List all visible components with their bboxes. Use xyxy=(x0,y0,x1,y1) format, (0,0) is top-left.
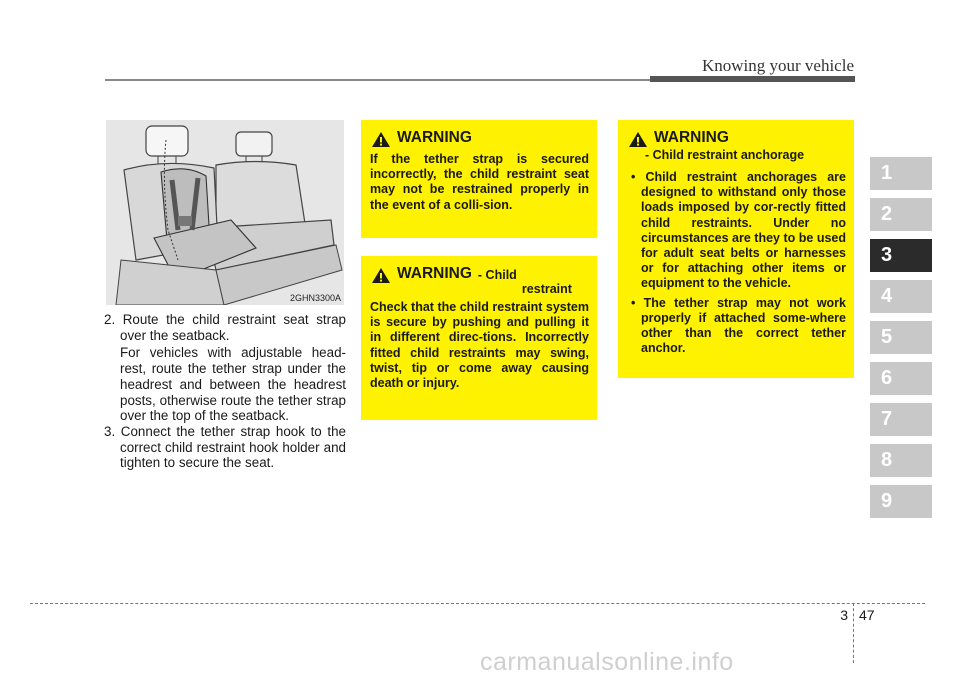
rear-seat-image xyxy=(106,120,344,305)
warning-triangle-icon xyxy=(371,131,391,148)
page-number: 47 xyxy=(859,607,875,623)
watermark: carmanualsonline.info xyxy=(480,648,734,676)
chapter-tab-3[interactable]: 3 xyxy=(870,239,932,272)
warning-bullet: • Child restraint anchorages are designed to withstand only those loads imposed by cor-rectly fitted child restraints. Under no circumstances are they to be used for adult seat belts or harnesses or for attaching other items or equipment to the vehicle. xyxy=(631,170,846,291)
warning-box-tether xyxy=(361,120,597,238)
warning-triangle-icon xyxy=(628,131,648,148)
step-3: 3. Connect the tether strap hook to the correct child restraint hook holder and tighten to secure the seat. xyxy=(104,423,346,471)
warning-triangle-icon xyxy=(371,267,391,284)
warning-box-anchorage xyxy=(618,120,854,378)
section-title: Knowing your vehicle xyxy=(701,56,854,75)
warning-box-child-restraint xyxy=(361,256,597,420)
seat-tether-illustration xyxy=(106,120,344,305)
chapter-tab-8[interactable]: 8 xyxy=(870,444,932,477)
page-divider xyxy=(853,603,854,663)
chapter-tabs xyxy=(870,157,932,526)
chapter-tab-5[interactable]: 5 xyxy=(870,321,932,354)
header-rule xyxy=(105,79,650,81)
instructions xyxy=(104,312,346,471)
warning-title: WARNING xyxy=(397,129,472,146)
chapter-tab-7[interactable]: 7 xyxy=(870,403,932,436)
warning-subtitle-line2: restraint xyxy=(521,282,572,296)
warning-subtitle: - Child restraint anchorage xyxy=(645,148,805,162)
chapter-tab-1[interactable]: 1 xyxy=(870,157,932,190)
warning-subtitle-line1: - Child xyxy=(477,268,517,282)
step-2: 2. Route the child restraint seat strap over the seatback. xyxy=(104,312,346,343)
chapter-tab-6[interactable]: 6 xyxy=(870,362,932,395)
chapter-tab-4[interactable]: 4 xyxy=(870,280,932,313)
warning-body: If the tether strap is secured incorrectly, the child restraint seat may not be restrained properly in the event of a colli-sion. xyxy=(370,152,589,212)
chapter-tab-9[interactable]: 9 xyxy=(870,485,932,518)
chapter-tab-2[interactable]: 2 xyxy=(870,198,932,231)
warning-title: WARNING xyxy=(397,265,472,282)
header-rule-accent xyxy=(650,76,855,82)
warning-title: WARNING xyxy=(654,129,729,146)
warning-body: Check that the child restraint system is secure by pushing and pulling it in different direc-tions. Incorrectly fitted child restraints may swing, twist, tip or come away causing death or injury. xyxy=(370,300,589,391)
warning-bullet: • The tether strap may not work properly if attached some-where other than the correct tether anchor. xyxy=(631,295,846,356)
warning-subtitle xyxy=(478,268,572,296)
footer-rule xyxy=(30,603,925,604)
step-2-note: For vehicles with adjustable head-rest, route the tether strap under the headrest and between the headrest posts, otherwise route the tether strap over the top of the seatback. xyxy=(120,345,346,424)
figure-code: 2GHN3300A xyxy=(289,293,341,303)
chapter-number: 3 xyxy=(840,607,848,623)
